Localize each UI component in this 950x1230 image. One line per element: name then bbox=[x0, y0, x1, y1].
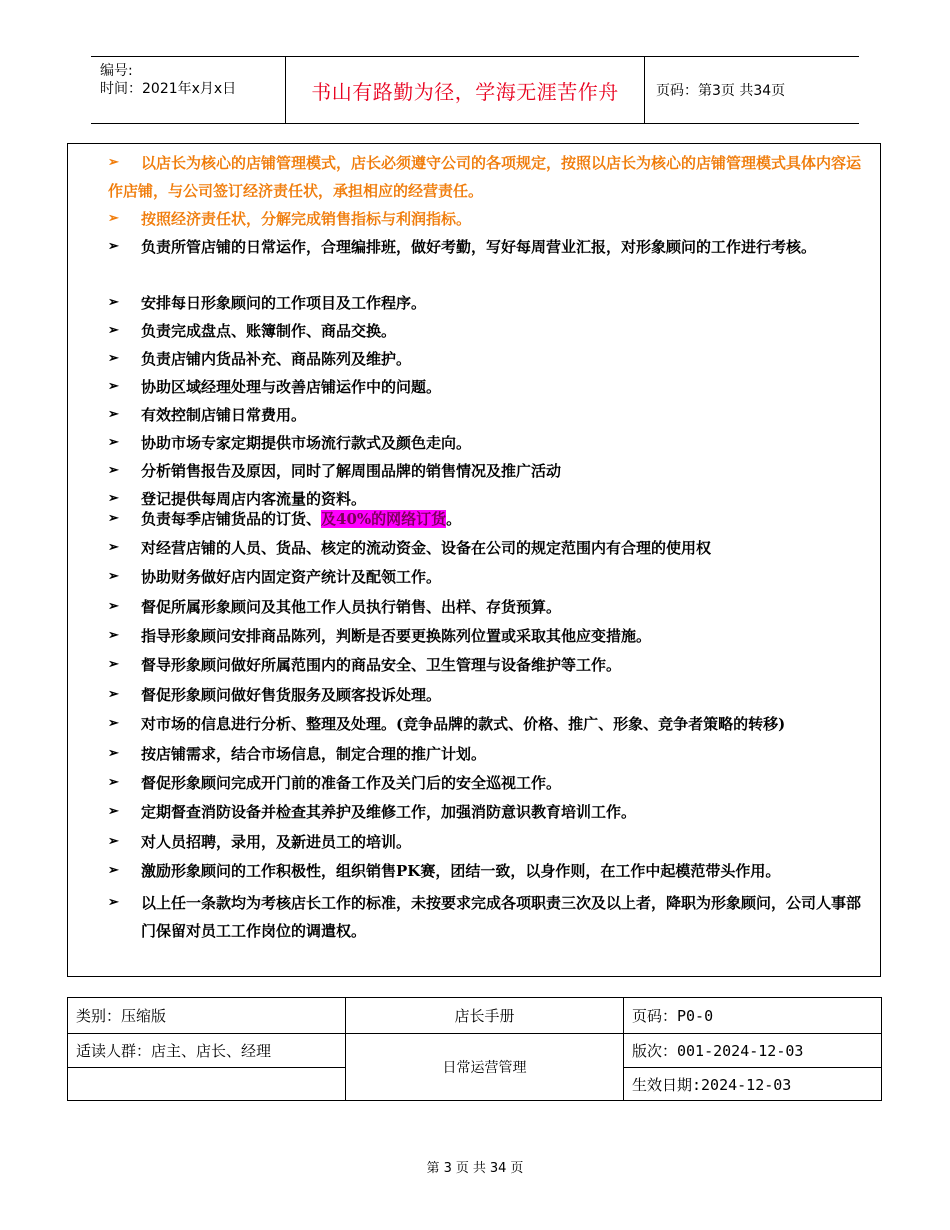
highlighted-text: 及40%的网络订货 bbox=[321, 510, 447, 528]
list-item bbox=[108, 505, 874, 533]
arrow-bullet-icon: ➢ bbox=[108, 834, 119, 849]
arrow-bullet-icon: ➢ bbox=[108, 351, 119, 366]
list-item-text: 督促所属形象顾问及其他工作人员执行销售、出样、存货预算。 bbox=[141, 598, 562, 616]
readers-cell: 适读人群：店主、店长、经理 bbox=[76, 1042, 272, 1060]
list-item-text: 有效控制店铺日常费用。 bbox=[141, 406, 307, 424]
list-item bbox=[108, 681, 874, 709]
list-item-text: 督促形象顾问完成开门前的准备工作及关门后的安全巡视工作。 bbox=[141, 774, 562, 792]
list-item bbox=[108, 429, 874, 457]
section-cell: 日常运营管理 bbox=[442, 1060, 527, 1076]
footer-text: 页 bbox=[510, 1161, 524, 1176]
list-item-text: 以上任一条款均为考核店长工作的标准，未按要求完成各项职责三次及以上者，降职为形象顾问，公司人事部门保留对员工工作岗位的调遣权。 bbox=[141, 894, 862, 940]
header-meta-cell bbox=[91, 57, 285, 123]
arrow-bullet-icon: ➢ bbox=[108, 569, 119, 584]
arrow-bullet-icon: ➢ bbox=[108, 540, 119, 555]
list-item bbox=[108, 373, 874, 401]
motto: 书山有路勤为径，学海无涯苦作舟 bbox=[311, 79, 619, 104]
arrow-bullet-icon: ➢ bbox=[108, 295, 119, 310]
list-item bbox=[108, 651, 874, 679]
list-item-text: 分析销售报告及原因，同时了解周围品牌的销售情况及推广活动 bbox=[141, 462, 562, 480]
arrow-bullet-icon: ➢ bbox=[108, 239, 119, 254]
list-item-text: 对经营店铺的人员、货品、核定的流动资金、设备在公司的规定范围内有合理的使用权 bbox=[141, 539, 712, 557]
arrow-bullet-icon: ➢ bbox=[108, 687, 119, 702]
arrow-bullet-icon: ➢ bbox=[108, 716, 119, 731]
arrow-bullet-icon: ➢ bbox=[108, 155, 119, 170]
manual-title-cell: 店长手册 bbox=[454, 1007, 515, 1025]
list-item-text: 负责所管店铺的日常运作，合理编排班，做好考勤，写好每周营业汇报，对形象顾问的工作进行考核。 bbox=[141, 238, 817, 256]
list-item-text: 激励形象顾问的工作积极性，组织销售PK赛，团结一致，以身作则，在工作中起模范带头作用。 bbox=[141, 862, 781, 880]
arrow-bullet-icon: ➢ bbox=[108, 463, 119, 478]
list-item-text: 按店铺需求，结合市场信息，制定合理的推广计划。 bbox=[141, 745, 487, 763]
arrow-bullet-icon: ➢ bbox=[108, 746, 119, 761]
footer-page-number: 3 bbox=[443, 1161, 452, 1176]
header-motto-cell bbox=[285, 57, 645, 123]
list-item bbox=[108, 740, 874, 768]
footer-text: 第 bbox=[426, 1161, 440, 1176]
header-page-cell bbox=[644, 57, 859, 123]
arrow-bullet-icon: ➢ bbox=[108, 511, 119, 526]
list-item-text: 登记提供每周店内客流量的资料。 bbox=[141, 490, 367, 508]
divider bbox=[68, 1067, 345, 1068]
list-item-text: 协助市场专家定期提供市场流行款式及颜色走向。 bbox=[141, 434, 472, 452]
list-item bbox=[108, 401, 874, 429]
list-item bbox=[108, 457, 874, 485]
arrow-bullet-icon: ➢ bbox=[108, 435, 119, 450]
arrow-bullet-icon: ➢ bbox=[108, 628, 119, 643]
list-item-text: 指导形象顾问安排商品陈列，判断是否要更换陈列位置或采取其他应变措施。 bbox=[141, 627, 652, 645]
arrow-bullet-icon: ➢ bbox=[108, 407, 119, 422]
list-item bbox=[108, 317, 874, 345]
code-label: 编号: bbox=[100, 63, 133, 79]
list-item-text: 安排每日形象顾问的工作项目及工作程序。 bbox=[141, 294, 427, 312]
list-item-text: 负责店铺内货品补充、商品陈列及维护。 bbox=[141, 350, 412, 368]
arrow-bullet-icon: ➢ bbox=[108, 323, 119, 338]
list-item bbox=[108, 889, 874, 945]
list-item-text: 定期督查消防设备并检查其养护及维修工作，加强消防意识教育培训工作。 bbox=[141, 803, 637, 821]
list-item-text: 对市场的信息进行分析、整理及处理。(竞争品牌的款式、价格、推广、形象、竞争者策略的转移) bbox=[141, 715, 786, 733]
list-item bbox=[108, 149, 874, 205]
list-item bbox=[108, 233, 874, 261]
page-code-cell: 页码：P0-0 bbox=[632, 1007, 714, 1025]
list-item-text: 负责完成盘点、账簿制作、商品交换。 bbox=[141, 322, 397, 340]
footer-total-pages: 34 bbox=[489, 1161, 507, 1176]
list-item bbox=[108, 710, 874, 738]
list-item-text: 按照经济责任状，分解完成销售指标与利润指标。 bbox=[141, 210, 472, 228]
arrow-bullet-icon: ➢ bbox=[108, 491, 119, 506]
arrow-bullet-icon: ➢ bbox=[108, 379, 119, 394]
list-item bbox=[108, 534, 874, 562]
time-label: 时间：2021年x月x日 bbox=[100, 81, 237, 97]
list-item-tail: 。 bbox=[446, 510, 462, 528]
category-cell: 类别：压缩版 bbox=[76, 1007, 167, 1025]
arrow-bullet-icon: ➢ bbox=[108, 211, 119, 226]
footer-text: 页 bbox=[455, 1161, 469, 1176]
page-header bbox=[91, 56, 859, 124]
duty-list-box bbox=[67, 143, 881, 977]
list-item-text: 督促形象顾问做好售货服务及顾客投诉处理。 bbox=[141, 686, 442, 704]
list-item-text: 督导形象顾问做好所属范围内的商品安全、卫生管理与设备维护等工作。 bbox=[141, 656, 622, 674]
arrow-bullet-icon: ➢ bbox=[108, 804, 119, 819]
footer-text: 共 bbox=[472, 1161, 486, 1176]
list-item bbox=[108, 622, 874, 650]
arrow-bullet-icon: ➢ bbox=[108, 863, 119, 878]
arrow-bullet-icon: ➢ bbox=[108, 895, 119, 910]
list-item bbox=[108, 857, 874, 885]
list-item bbox=[108, 289, 874, 317]
list-item-text: 协助财务做好店内固定资产统计及配领工作。 bbox=[141, 568, 442, 586]
list-item-text: 以店长为核心的店铺管理模式，店长必须遵守公司的各项规定，按照以店长为核心的店铺管理模式具体内容运作店铺，与公司签订经济责任状，承担相应的经营责任。 bbox=[108, 154, 862, 200]
list-item bbox=[108, 798, 874, 826]
list-item-text: 负责每季店铺货品的订货、 bbox=[141, 510, 322, 528]
list-item-text: 对人员招聘，录用，及新进员工的培训。 bbox=[141, 833, 412, 851]
list-item bbox=[108, 563, 874, 591]
document-info-table bbox=[67, 997, 882, 1101]
list-item-text: 协助区域经理处理与改善店铺运作中的问题。 bbox=[141, 378, 442, 396]
version-cell: 版次：001-2024-12-03 bbox=[632, 1042, 804, 1060]
list-item bbox=[108, 769, 874, 797]
effective-date-cell: 生效日期:2024-12-03 bbox=[632, 1075, 792, 1094]
arrow-bullet-icon: ➢ bbox=[108, 657, 119, 672]
list-item bbox=[108, 593, 874, 621]
list-item bbox=[108, 828, 874, 856]
arrow-bullet-icon: ➢ bbox=[108, 599, 119, 614]
header-page-info: 页码：第3页 共34页 bbox=[656, 83, 786, 99]
arrow-bullet-icon: ➢ bbox=[108, 775, 119, 790]
page-footer bbox=[0, 1157, 950, 1176]
list-item bbox=[108, 205, 874, 233]
list-item bbox=[108, 345, 874, 373]
